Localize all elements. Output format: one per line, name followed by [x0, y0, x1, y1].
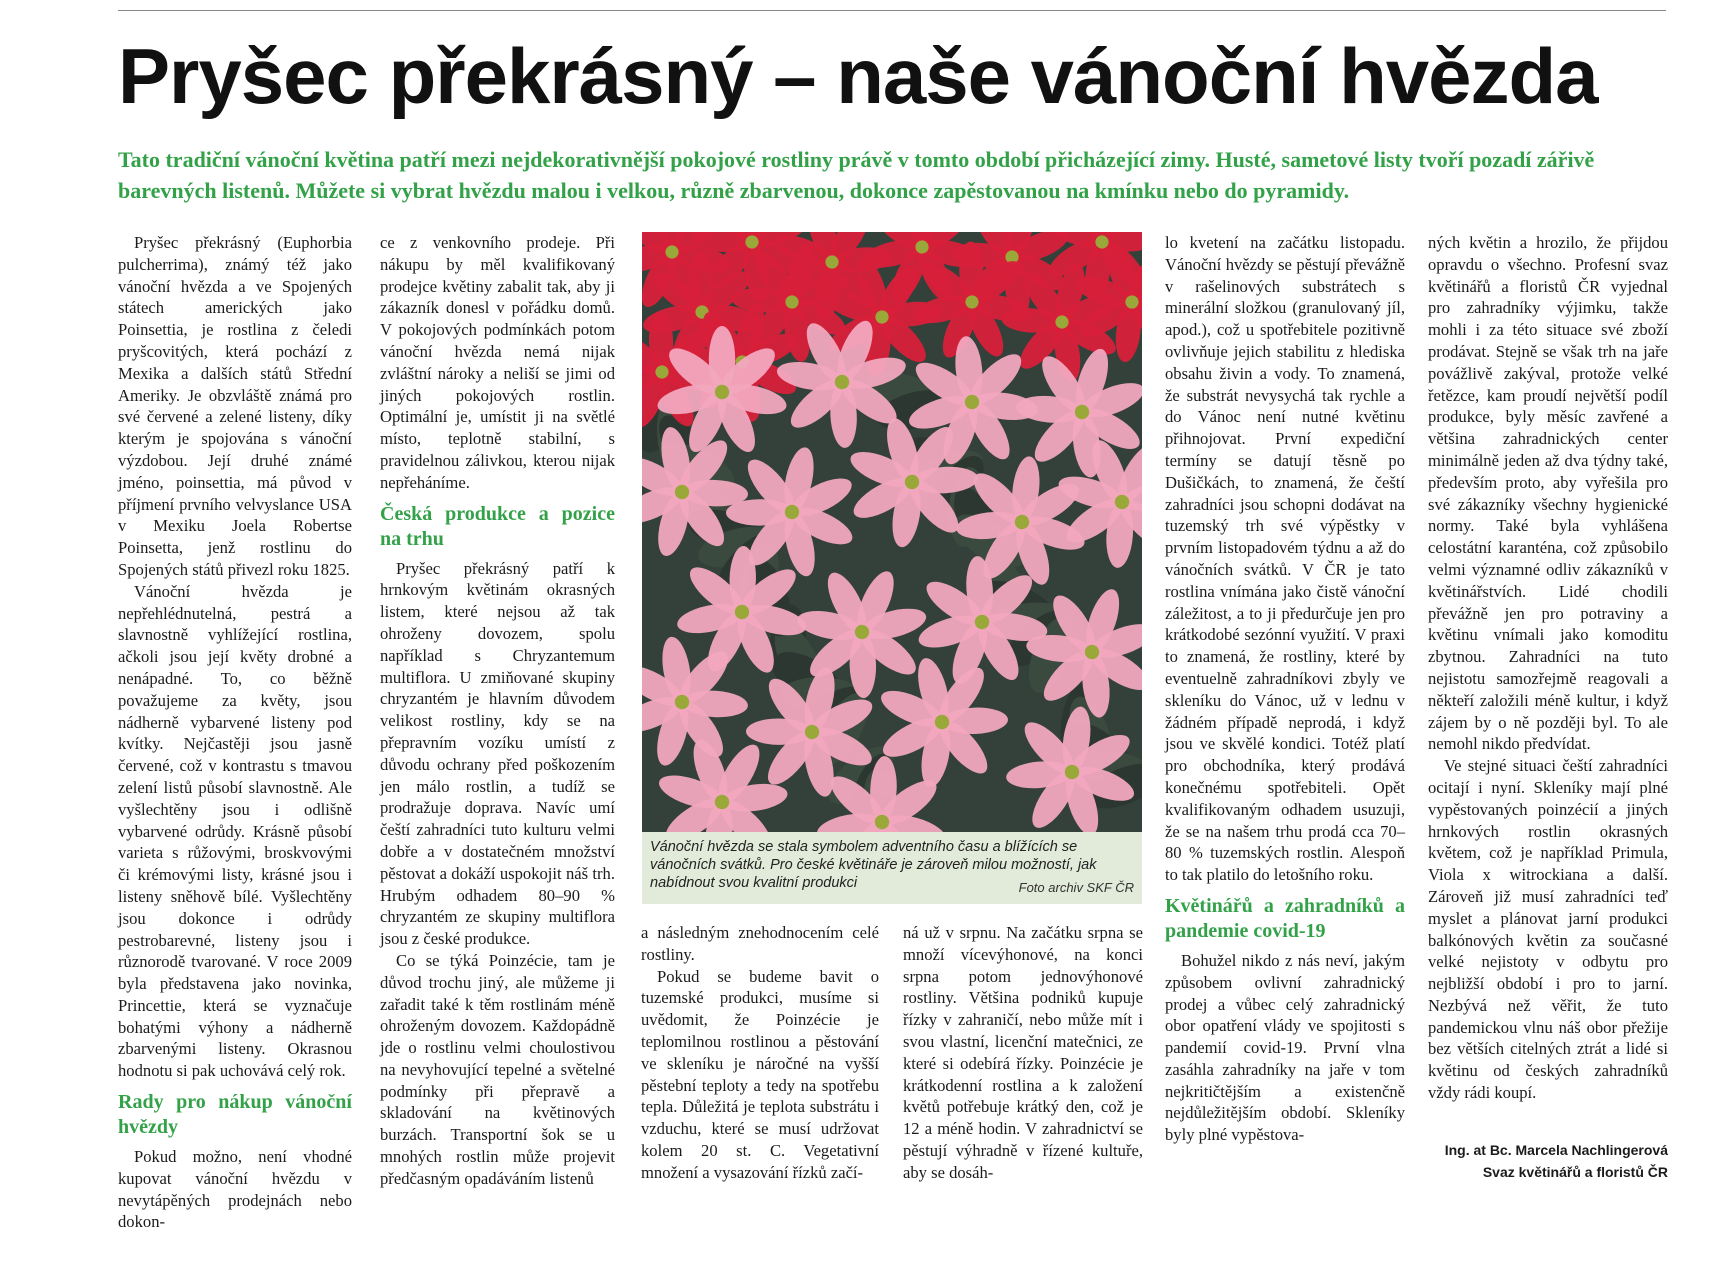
text-column-2	[380, 232, 615, 1190]
paragraph: ná už v srpnu. Na začátku srpna se množí vícevýhonové, na konci srpna potom jednovýhonové rostliny. Většina podniků kupuje řízky v zahraničí, nebo může mít i svou vlastní, licenční matečnici, ze které si odebírá řízky. Poinzécie je krátkodenní rostlina a k založení květů potřebuje krátký den, což je 12 a méně hodin. V zahradnictví se pěstují výhradně v řízené kultuře, aby se dosáh-	[903, 923, 1143, 1182]
section-heading: Česká produkce a pozice na trhu	[380, 502, 615, 550]
paragraph: Vánoční hvězda je nepřehlédnutelná, pestrá a slavnostně vyhlížející rostlina, ačkoli jsou její květy drobné a nenápadné. To, co běžně považujeme za květy, jsou nádherně vybarvené listeny pod kvítky. Nejčastěji jsou jasně červené, což v kontrastu s tmavou zelení listů působí slavnostně. Ale vyšlechtěny jsou i odlišně vybarvené odrůdy. Krásně působí varieta s růžovými, broskvovými či krémovými listy, krásné jsou i listeny sněhově bílé. Vyšlechtěny jsou dokonce i odrůdy pestrobarevné, listeny jsou i různorodě tvarované. V roce 2009 byla představena jako novinka, Princettie, která se vyznačuje bohatými výhony a nádherně zbarvenými listeny. Okrasnou hodnotu si pak uchovává celý rok.	[118, 581, 352, 1081]
text-column-5	[1165, 232, 1405, 1146]
paragraph: Pokud možno, není vhodné kupovat vánoční hvězdu v nevytápěných prodejnách nebo dokon-	[118, 1147, 352, 1232]
author-organization: Svaz květinářů a floristů ČR	[1482, 1164, 1668, 1180]
text-column-4	[903, 922, 1143, 1184]
paragraph: Pokud se budeme bavit o tuzemské produkci, musíme si uvědomit, že Poinzécie je teplomilnou rostlinou a pěstování ve skleníku je náročné na vyšší pěstební teploty a tedy na spotřebu tepla. Důležitá je teplota substrátu i vzduchu, které se musí udržovat kolem 20 st. C. Vegetativní množení a vysazování řízků začí-	[641, 966, 879, 1182]
section-heading: Rady pro nákup vánoční hvězdy	[118, 1091, 352, 1139]
author-name: Ing. at Bc. Marcela Nachlingerová	[1444, 1142, 1668, 1158]
text-column-6	[1428, 232, 1668, 1104]
text-column-1	[118, 232, 352, 1233]
paragraph: Pryšec překrásný (Euphorbia pulcherrima), známý též jako vánoční hvězda a ve Spojených státech amerických jako Poinsettia, je rostlina z čeledi pryšcovitých, která pochází z Mexika a dalších států Střední Ameriky. Je obzvláště známá pro své červené a zelené listeny, díky kterým je spojována s vánoční výzdobou. Její druhé známé jméno, poinsettia, má původ v příjmení prvního velvyslance USA v Mexiku Joela Robertse Poinsetta, jenž rostlinu do Spojených států přivezl roku 1825.	[118, 233, 352, 579]
author-signature	[1428, 1139, 1668, 1183]
paragraph: ce z venkovního prodeje. Při nákupu by měl kvalifikovaný prodejce květiny zabalit tak, aby ji zákazník donesl v pořádku domů. V pokojových podmínkách potom vánoční hvězda nemá nijak zvláštní nároky a neliší se jimi od jiných pokojových rostlin. Optimální je, umístit ji na světlé místo, teplotně stabilní, s pravidelnou zálivkou, kterou nijak nepřeháníme.	[380, 233, 615, 492]
paragraph: lo kvetení na začátku listopadu. Vánoční hvězdy se pěstují převážně v rašelinových substrátech s minerální složkou (granulovaný jíl, apod.), což u spotřebitele pozitivně ovlivňuje jejich stabilitu z hlediska obsahu živin a vody. To znamená, že substrát nevysychá tak rychle a do Vánoc není nutné květinu přihnojovat. První expediční termíny se datují těsně po Dušičkách, to znamená, že čeští zahradníci jsou schopni dodávat na tuzemský trh své výpěstky v prvním listopadovém týdnu a až do vánočních svátků. V ČR je tato rostlina vnímána jako čistě vánoční záležitost, a to ji předurčuje jen pro krátkodobé sezónní využití. V praxi to znamená, že rostliny, které by eventuelně zahradníkovi zbyly ve skleníku do Vánoc, už v lednu v žádném případě neprodá, i když jsou ve skvělé kondici. Totéž platí pro obchodníka, který prodává konečnému spotřebiteli. Opět kvalifikovaným odhadem usuzuji, že se na našem trhu prodá cca 70–80 % tuzemských rostlin. Alespoň to tak platilo do letošního roku.	[1165, 233, 1405, 885]
paragraph: Ve stejné situaci čeští zahradníci ocitají i nyní. Skleníky mají plné vypěstovaných poinzécií a jiných hrnkových rostlin okrasných květem, což je například Primula, Viola x witrockiana a další. Zároveň již musí zahradníci teď myslet a plánovat jarní produkci balkónových květin za současné velké nejistoty v odbytu pro nejbližší období i pro to jarní. Nezbývá než věřit, že tuto pandemickou vlnu náš obor přežije bez větších citelných ztrát a lidé si květinu od českých zahradníků vždy rádi koupí.	[1428, 756, 1668, 1103]
photo-credit: Foto archiv SKF ČR	[1018, 880, 1134, 895]
paragraph: a následným znehodnocením celé rostliny.	[641, 923, 879, 964]
photo-caption: Vánoční hvězda se stala symbolem adventního času a blížících se vánočních svátků. Pro české květináře je zároveň milou možností, jak nabídnout svou kvalitní produkci	[650, 839, 1097, 891]
paragraph: Pryšec překrásný patří k hrnkovým květinám okrasných listem, které nejsou až tak ohroženy dovozem, spolu například s Chryzantemum multiflora. U zmiňované skupiny chryzantém je hlavním důvodem velikost rostliny, kdy se na přepravním vozíku umístí z důvodu ochrany před poškozením jen málo rostlin, a tudíž se prodražuje doprava. Navíc umí čeští zahradníci tuto kulturu velmi dobře a v dostatečném množství pěstovat a dokáží uspokojit náš trh. Hrubým odhadem 80–90 % chryzantém ze skupiny multiflora jsou z české produkce.	[380, 558, 615, 949]
lead-paragraph: Tato tradiční vánoční květina patří mezi nejdekorativnější pokojové rostliny právě v tomto období přicházející zimy. Husté, sametové listy tvoří pozadí zářivě barevných listenů. Můžete si vybrat hvězdu malou i velkou, různě zbarvenou, dokonce zapěstovanou na kmínku nebo do pyramidy.	[118, 147, 1595, 203]
photo-figure	[642, 232, 1142, 904]
section-heading: Květinářů a zahradníků a pandemie covid-19	[1165, 894, 1405, 942]
headline: Pryšec překrásný – naše vánoční hvězda	[118, 32, 1598, 120]
paragraph: ných květin a hrozilo, že přijdou opravdu o všechno. Profesní svaz květinářů a floristů ČR vyjednal pro zahradníky výjimku, takže mohli i za této situace své zboží prodávat. Stejně se však trh na jaře povážlivě zakýval, protože velké řetězce, kam proudí největší podíl produkce, byly měsíc zavřené a většina zahradnických center minimálně jeden až dva týdny také, především proto, aby vyřešila pro své zákazníky všechny hygienické normy. Také byla vyhlášena celostátní karanténa, což způsobilo velmi významné odliv zákazníků v květinářstvích. Lidé chodili převážně jen pro potraviny a květinu vnímali jako komoditu zbytnou. Zahradníci na tuto nejistotu samozřejmě reagovali a někteří založili méně kultur, i když zájem by o ně později byl. To ale nemohl nikdo předvídat.	[1428, 233, 1668, 754]
paragraph: Bohužel nikdo z nás neví, jakým způsobem ovlivní zahradnický prodej a vůbec celý zahradnický obor opatření vlády ve spojitosti s pandemií covid-19. První vlna zasáhla zahradníky na jaře v tom nejkritičtějším a existenčně nejdůležitějším období. Skleníky byly plné vypěstova-	[1165, 950, 1405, 1145]
top-rule	[118, 10, 1666, 11]
text-column-3	[641, 922, 879, 1184]
paragraph: Co se týká Poinzécie, tam je důvod trochu jiný, ale můžeme ji zařadit také k těm rostlinám méně ohroženým dovozem. Každopádně jde o rostlinu velmi choulostivou na nevyhovující tepelné a světelné podmínky při přepravě a skladování na květinových burzách. Transportní šok se u mnohých rostlin může projevit předčasným opadáváním listenů	[380, 950, 615, 1188]
poinsettia-photo	[642, 232, 1142, 832]
